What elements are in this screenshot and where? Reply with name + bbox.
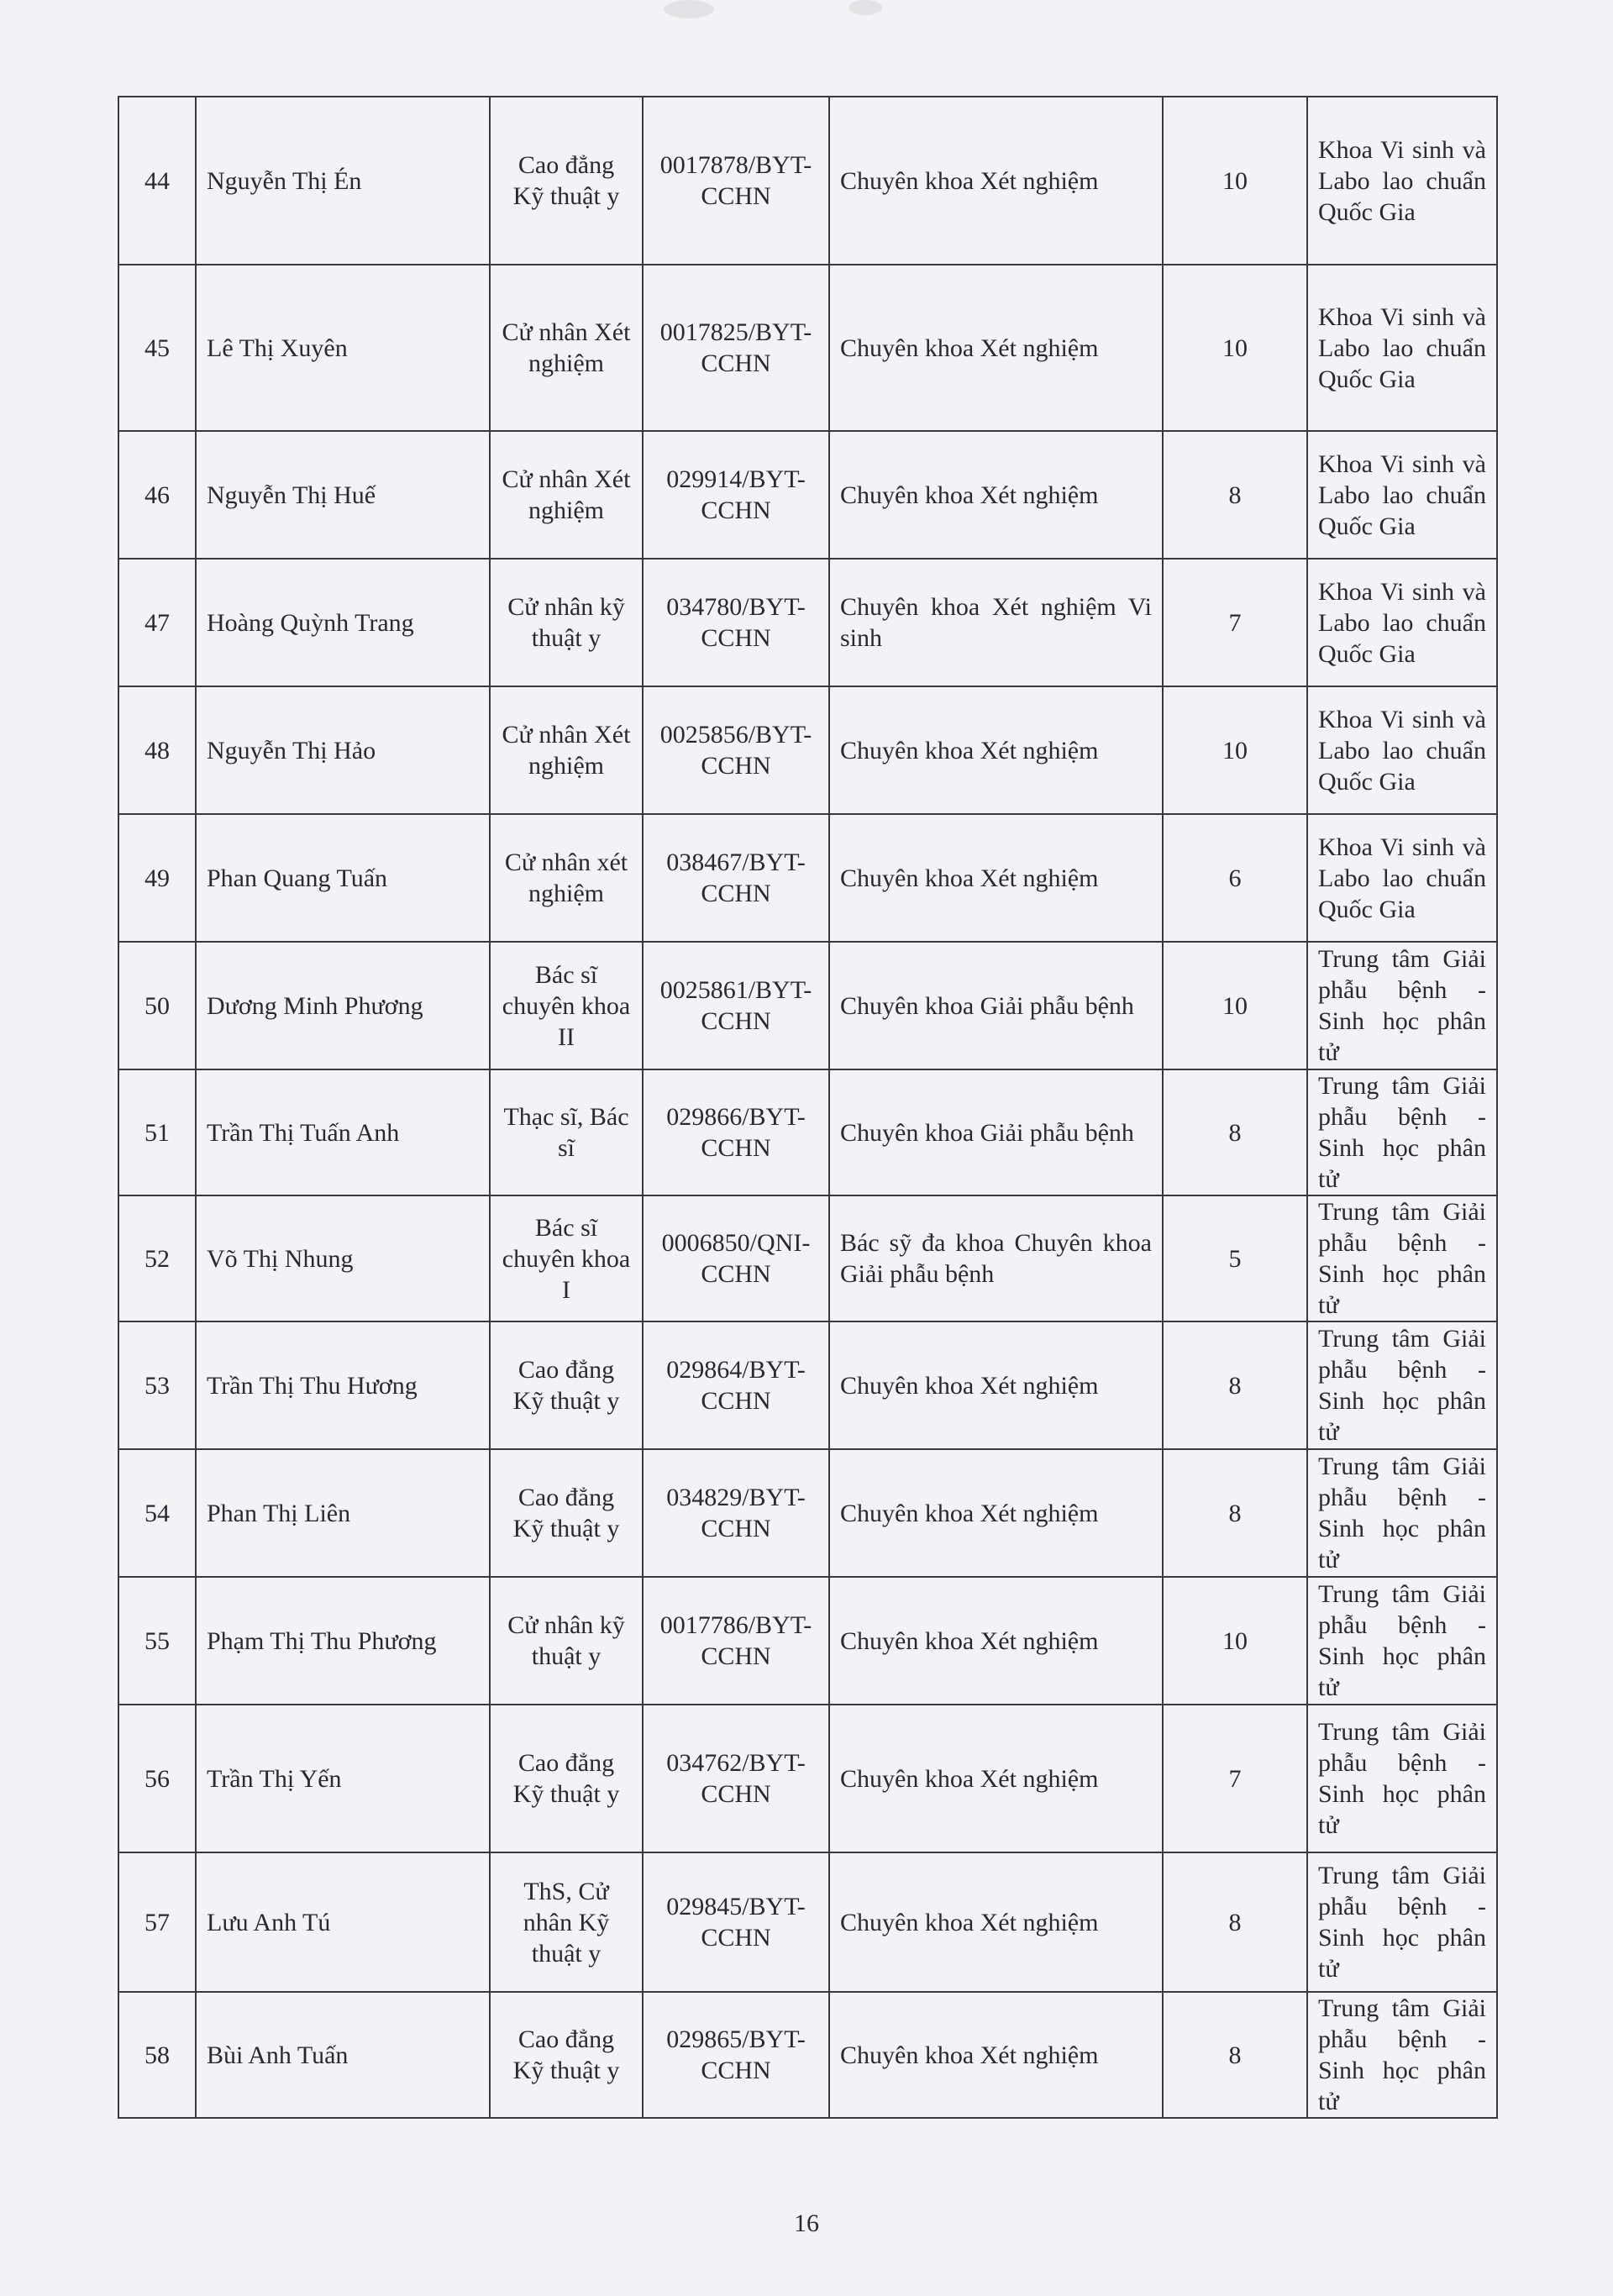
license-number: 034780/BYT-CCHN	[643, 559, 829, 686]
table-row	[118, 814, 1497, 942]
years-experience: 7	[1163, 559, 1307, 686]
table-row	[118, 1577, 1497, 1705]
staff-name: Dương Minh Phương	[196, 942, 490, 1069]
years-experience: 8	[1163, 1069, 1307, 1195]
department: Trung tâm Giải phẫu bệnh - Sinh học phân tử	[1307, 1577, 1497, 1705]
license-number: 0025856/BYT-CCHN	[643, 686, 829, 814]
row-number: 50	[118, 942, 196, 1069]
department: Khoa Vi sinh và Labo lao chuẩn Quốc Gia	[1307, 814, 1497, 942]
license-number: 034762/BYT-CCHN	[643, 1705, 829, 1852]
years-experience: 8	[1163, 1852, 1307, 1992]
staff-degree: Bác sĩ chuyên khoa I	[490, 1195, 643, 1321]
department: Khoa Vi sinh và Labo lao chuẩn Quốc Gia	[1307, 559, 1497, 686]
row-number: 51	[118, 1069, 196, 1195]
license-number: 029865/BYT-CCHN	[643, 1992, 829, 2118]
staff-name: Phan Quang Tuấn	[196, 814, 490, 942]
table-row	[118, 686, 1497, 814]
row-number: 52	[118, 1195, 196, 1321]
row-number: 58	[118, 1992, 196, 2118]
row-number: 48	[118, 686, 196, 814]
row-number: 45	[118, 265, 196, 431]
department: Trung tâm Giải phẫu bệnh - Sinh học phân tử	[1307, 1321, 1497, 1449]
years-experience: 8	[1163, 1449, 1307, 1577]
staff-name: Trần Thị Thu Hương	[196, 1321, 490, 1449]
staff-name: Trần Thị Tuấn Anh	[196, 1069, 490, 1195]
staff-degree: Cao đẳng Kỹ thuật y	[490, 1705, 643, 1852]
staff-name: Hoàng Quỳnh Trang	[196, 559, 490, 686]
staff-degree: Cử nhân Xét nghiệm	[490, 431, 643, 559]
license-number: 029864/BYT-CCHN	[643, 1321, 829, 1449]
practice-scope: Chuyên khoa Xét nghiệm	[829, 1321, 1163, 1449]
table-row	[118, 559, 1497, 686]
row-number: 46	[118, 431, 196, 559]
staff-degree: ThS, Cử nhân Kỹ thuật y	[490, 1852, 643, 1992]
license-number: 0017786/BYT-CCHN	[643, 1577, 829, 1705]
department: Khoa Vi sinh và Labo lao chuẩn Quốc Gia	[1307, 265, 1497, 431]
table-row	[118, 942, 1497, 1069]
table-row	[118, 265, 1497, 431]
staff-degree: Cử nhân xét nghiệm	[490, 814, 643, 942]
practice-scope: Bác sỹ đa khoa Chuyên khoa Giải phẫu bệnh	[829, 1195, 1163, 1321]
table-row	[118, 97, 1497, 265]
license-number: 0017825/BYT-CCHN	[643, 265, 829, 431]
practice-scope: Chuyên khoa Xét nghiệm	[829, 431, 1163, 559]
table-row	[118, 1852, 1497, 1992]
department: Trung tâm Giải phẫu bệnh - Sinh học phân tử	[1307, 1705, 1497, 1852]
years-experience: 10	[1163, 1577, 1307, 1705]
staff-degree: Thạc sĩ, Bác sĩ	[490, 1069, 643, 1195]
row-number: 57	[118, 1852, 196, 1992]
staff-degree: Cao đẳng Kỹ thuật y	[490, 1449, 643, 1577]
practice-scope: Chuyên khoa Xét nghiệm	[829, 1577, 1163, 1705]
staff-degree: Cử nhân kỹ thuật y	[490, 559, 643, 686]
department: Trung tâm Giải phẫu bệnh - Sinh học phân tử	[1307, 942, 1497, 1069]
scan-artifact	[664, 0, 714, 18]
years-experience: 8	[1163, 1321, 1307, 1449]
staff-name: Phạm Thị Thu Phương	[196, 1577, 490, 1705]
row-number: 44	[118, 97, 196, 265]
years-experience: 7	[1163, 1705, 1307, 1852]
years-experience: 8	[1163, 431, 1307, 559]
staff-name: Nguyễn Thị Én	[196, 97, 490, 265]
staff-degree: Cử nhân Xét nghiệm	[490, 686, 643, 814]
years-experience: 10	[1163, 942, 1307, 1069]
staff-degree: Cao đẳng Kỹ thuật y	[490, 1992, 643, 2118]
years-experience: 6	[1163, 814, 1307, 942]
practice-scope: Chuyên khoa Xét nghiệm	[829, 1449, 1163, 1577]
practice-scope: Chuyên khoa Xét nghiệm	[829, 1705, 1163, 1852]
department: Khoa Vi sinh và Labo lao chuẩn Quốc Gia	[1307, 97, 1497, 265]
years-experience: 10	[1163, 686, 1307, 814]
table-row	[118, 1069, 1497, 1195]
practice-scope: Chuyên khoa Xét nghiệm Vi sinh	[829, 559, 1163, 686]
table-row	[118, 1705, 1497, 1852]
practice-scope: Chuyên khoa Xét nghiệm	[829, 686, 1163, 814]
department: Trung tâm Giải phẫu bệnh - Sinh học phân tử	[1307, 1069, 1497, 1195]
department: Trung tâm Giải phẫu bệnh - Sinh học phân tử	[1307, 1449, 1497, 1577]
row-number: 55	[118, 1577, 196, 1705]
license-number: 0006850/QNI-CCHN	[643, 1195, 829, 1321]
staff-name: Lê Thị Xuyên	[196, 265, 490, 431]
staff-degree: Cử nhân Xét nghiệm	[490, 265, 643, 431]
table-row	[118, 1992, 1497, 2118]
table-body	[118, 97, 1497, 2118]
scan-artifact	[849, 0, 882, 15]
practice-scope: Chuyên khoa Xét nghiệm	[829, 1992, 1163, 2118]
staff-degree: Cao đẳng Kỹ thuật y	[490, 1321, 643, 1449]
years-experience: 8	[1163, 1992, 1307, 2118]
table-row	[118, 1195, 1497, 1321]
practice-scope: Chuyên khoa Giải phẫu bệnh	[829, 1069, 1163, 1195]
practice-scope: Chuyên khoa Xét nghiệm	[829, 265, 1163, 431]
department: Trung tâm Giải phẫu bệnh - Sinh học phân tử	[1307, 1852, 1497, 1992]
practice-scope: Chuyên khoa Xét nghiệm	[829, 1852, 1163, 1992]
years-experience: 10	[1163, 97, 1307, 265]
row-number: 56	[118, 1705, 196, 1852]
row-number: 47	[118, 559, 196, 686]
practice-scope: Chuyên khoa Xét nghiệm	[829, 97, 1163, 265]
practice-scope: Chuyên khoa Giải phẫu bệnh	[829, 942, 1163, 1069]
staff-name: Nguyễn Thị Hảo	[196, 686, 490, 814]
department: Khoa Vi sinh và Labo lao chuẩn Quốc Gia	[1307, 686, 1497, 814]
staff-name: Bùi Anh Tuấn	[196, 1992, 490, 2118]
staff-degree: Bác sĩ chuyên khoa II	[490, 942, 643, 1069]
staff-name: Nguyễn Thị Huế	[196, 431, 490, 559]
staff-name: Phan Thị Liên	[196, 1449, 490, 1577]
practice-scope: Chuyên khoa Xét nghiệm	[829, 814, 1163, 942]
table-row	[118, 431, 1497, 559]
license-number: 038467/BYT-CCHN	[643, 814, 829, 942]
row-number: 54	[118, 1449, 196, 1577]
staff-name: Trần Thị Yến	[196, 1705, 490, 1852]
staff-degree: Cao đẳng Kỹ thuật y	[490, 97, 643, 265]
license-number: 034829/BYT-CCHN	[643, 1449, 829, 1577]
staff-name: Lưu Anh Tú	[196, 1852, 490, 1992]
license-number: 0025861/BYT-CCHN	[643, 942, 829, 1069]
license-number: 029914/BYT-CCHN	[643, 431, 829, 559]
license-number: 029845/BYT-CCHN	[643, 1852, 829, 1992]
page-number: 16	[794, 2209, 819, 2237]
years-experience: 5	[1163, 1195, 1307, 1321]
license-number: 029866/BYT-CCHN	[643, 1069, 829, 1195]
license-number: 0017878/BYT-CCHN	[643, 97, 829, 265]
department: Trung tâm Giải phẫu bệnh - Sinh học phân tử	[1307, 1195, 1497, 1321]
department: Khoa Vi sinh và Labo lao chuẩn Quốc Gia	[1307, 431, 1497, 559]
table-row	[118, 1321, 1497, 1449]
staff-table	[118, 96, 1498, 2119]
table-row	[118, 1449, 1497, 1577]
department: Trung tâm Giải phẫu bệnh - Sinh học phân tử	[1307, 1992, 1497, 2118]
row-number: 49	[118, 814, 196, 942]
years-experience: 10	[1163, 265, 1307, 431]
staff-degree: Cử nhân kỹ thuật y	[490, 1577, 643, 1705]
row-number: 53	[118, 1321, 196, 1449]
staff-name: Võ Thị Nhung	[196, 1195, 490, 1321]
